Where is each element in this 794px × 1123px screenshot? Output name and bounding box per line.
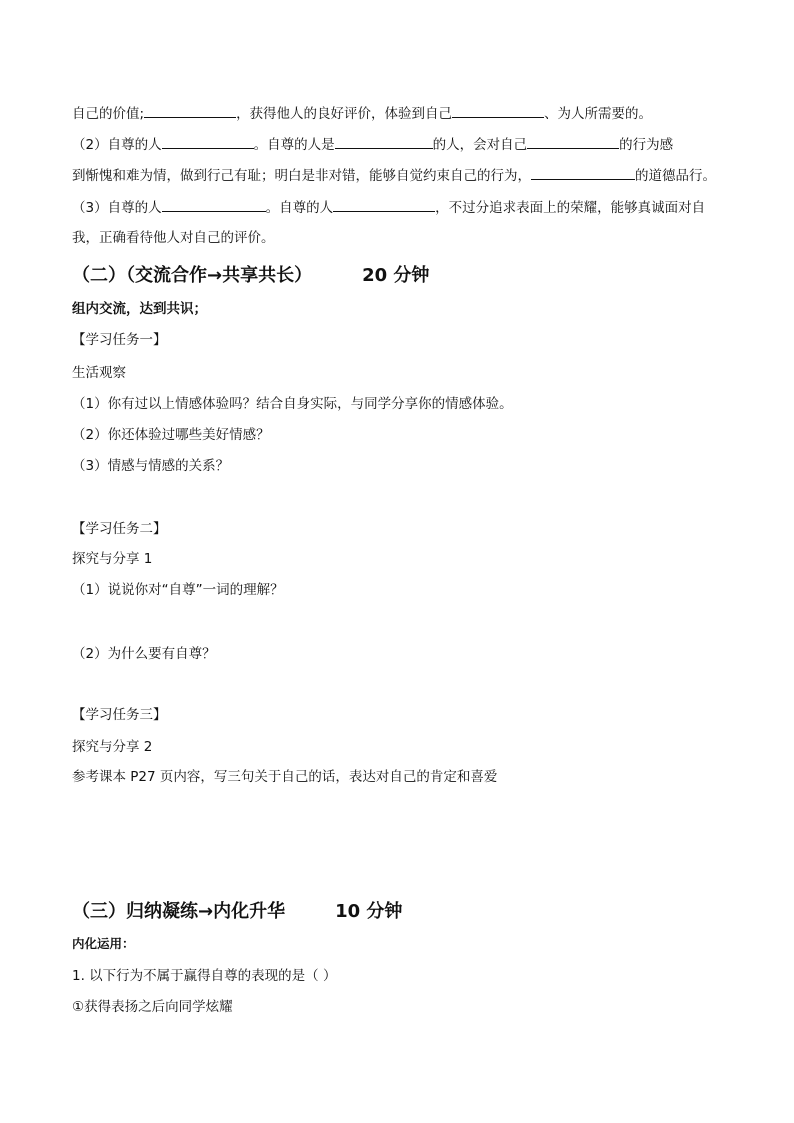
task3-text: 参考课本 P27 页内容，写三句关于自己的话，表达对自己的肯定和喜爱 xyxy=(72,769,498,785)
task2-sub: 探究与分享 1 xyxy=(72,551,153,567)
task2-title: 【学习任务二】 xyxy=(72,521,167,537)
blank-field[interactable] xyxy=(527,134,619,149)
blank-field[interactable] xyxy=(335,134,433,149)
task1-item: （1）你有过以上情感体验吗？结合自身实际，与同学分享你的情感体验。 xyxy=(72,396,513,412)
task3-title: 【学习任务三】 xyxy=(72,707,167,723)
fill-line-1: 自己的价值; ，获得他人的良好评价，体验到自己 、为人所需要的。 xyxy=(72,103,652,123)
instruction-text: 组内交流，达到共识； xyxy=(72,301,207,317)
blank-field[interactable] xyxy=(531,165,635,180)
question-1-option: ①获得表扬之后向同学炫耀 xyxy=(72,999,233,1015)
task2-item: （2）为什么要有自尊？ xyxy=(72,646,216,662)
fill-line-5: 我，正确看待他人对自己的评价。 xyxy=(72,230,275,246)
task1-item: （2）你还体验过哪些美好情感？ xyxy=(72,427,270,443)
task1-sub: 生活观察 xyxy=(72,365,126,381)
blank-field[interactable] xyxy=(144,103,236,118)
fill-line-2: （2）自尊的人 。自尊的人是 的人，会对自己 的行为感 xyxy=(72,134,673,154)
blank-field[interactable] xyxy=(162,197,266,212)
task1-item: （3）情感与情感的关系？ xyxy=(72,458,230,474)
task1-title: 【学习任务一】 xyxy=(72,332,167,348)
task2-item: （1）说说你对“自尊”一词的理解？ xyxy=(72,582,284,598)
question-1: 1. 以下行为不属于赢得自尊的表现的是（ ） xyxy=(72,968,337,984)
blank-field[interactable] xyxy=(452,103,544,118)
section-heading-2: （二）（交流合作→共享共长） 20 分钟 xyxy=(72,265,430,286)
blank-field[interactable] xyxy=(162,134,254,149)
blank-field[interactable] xyxy=(333,197,435,212)
apply-label: 内化运用： xyxy=(72,936,135,951)
fill-line-4: （3）自尊的人 。自尊的人 ，不过分追求表面上的荣耀，能够真诚面对自 xyxy=(72,197,705,217)
fill-line-3: 到惭愧和难为情，做到行己有耻；明白是非对错，能够自觉约束自己的行为， 的道德品行。 xyxy=(72,165,716,185)
section-heading-3: （三）归纳凝练→内化升华 10 分钟 xyxy=(72,901,403,922)
task3-sub: 探究与分享 2 xyxy=(72,739,153,755)
